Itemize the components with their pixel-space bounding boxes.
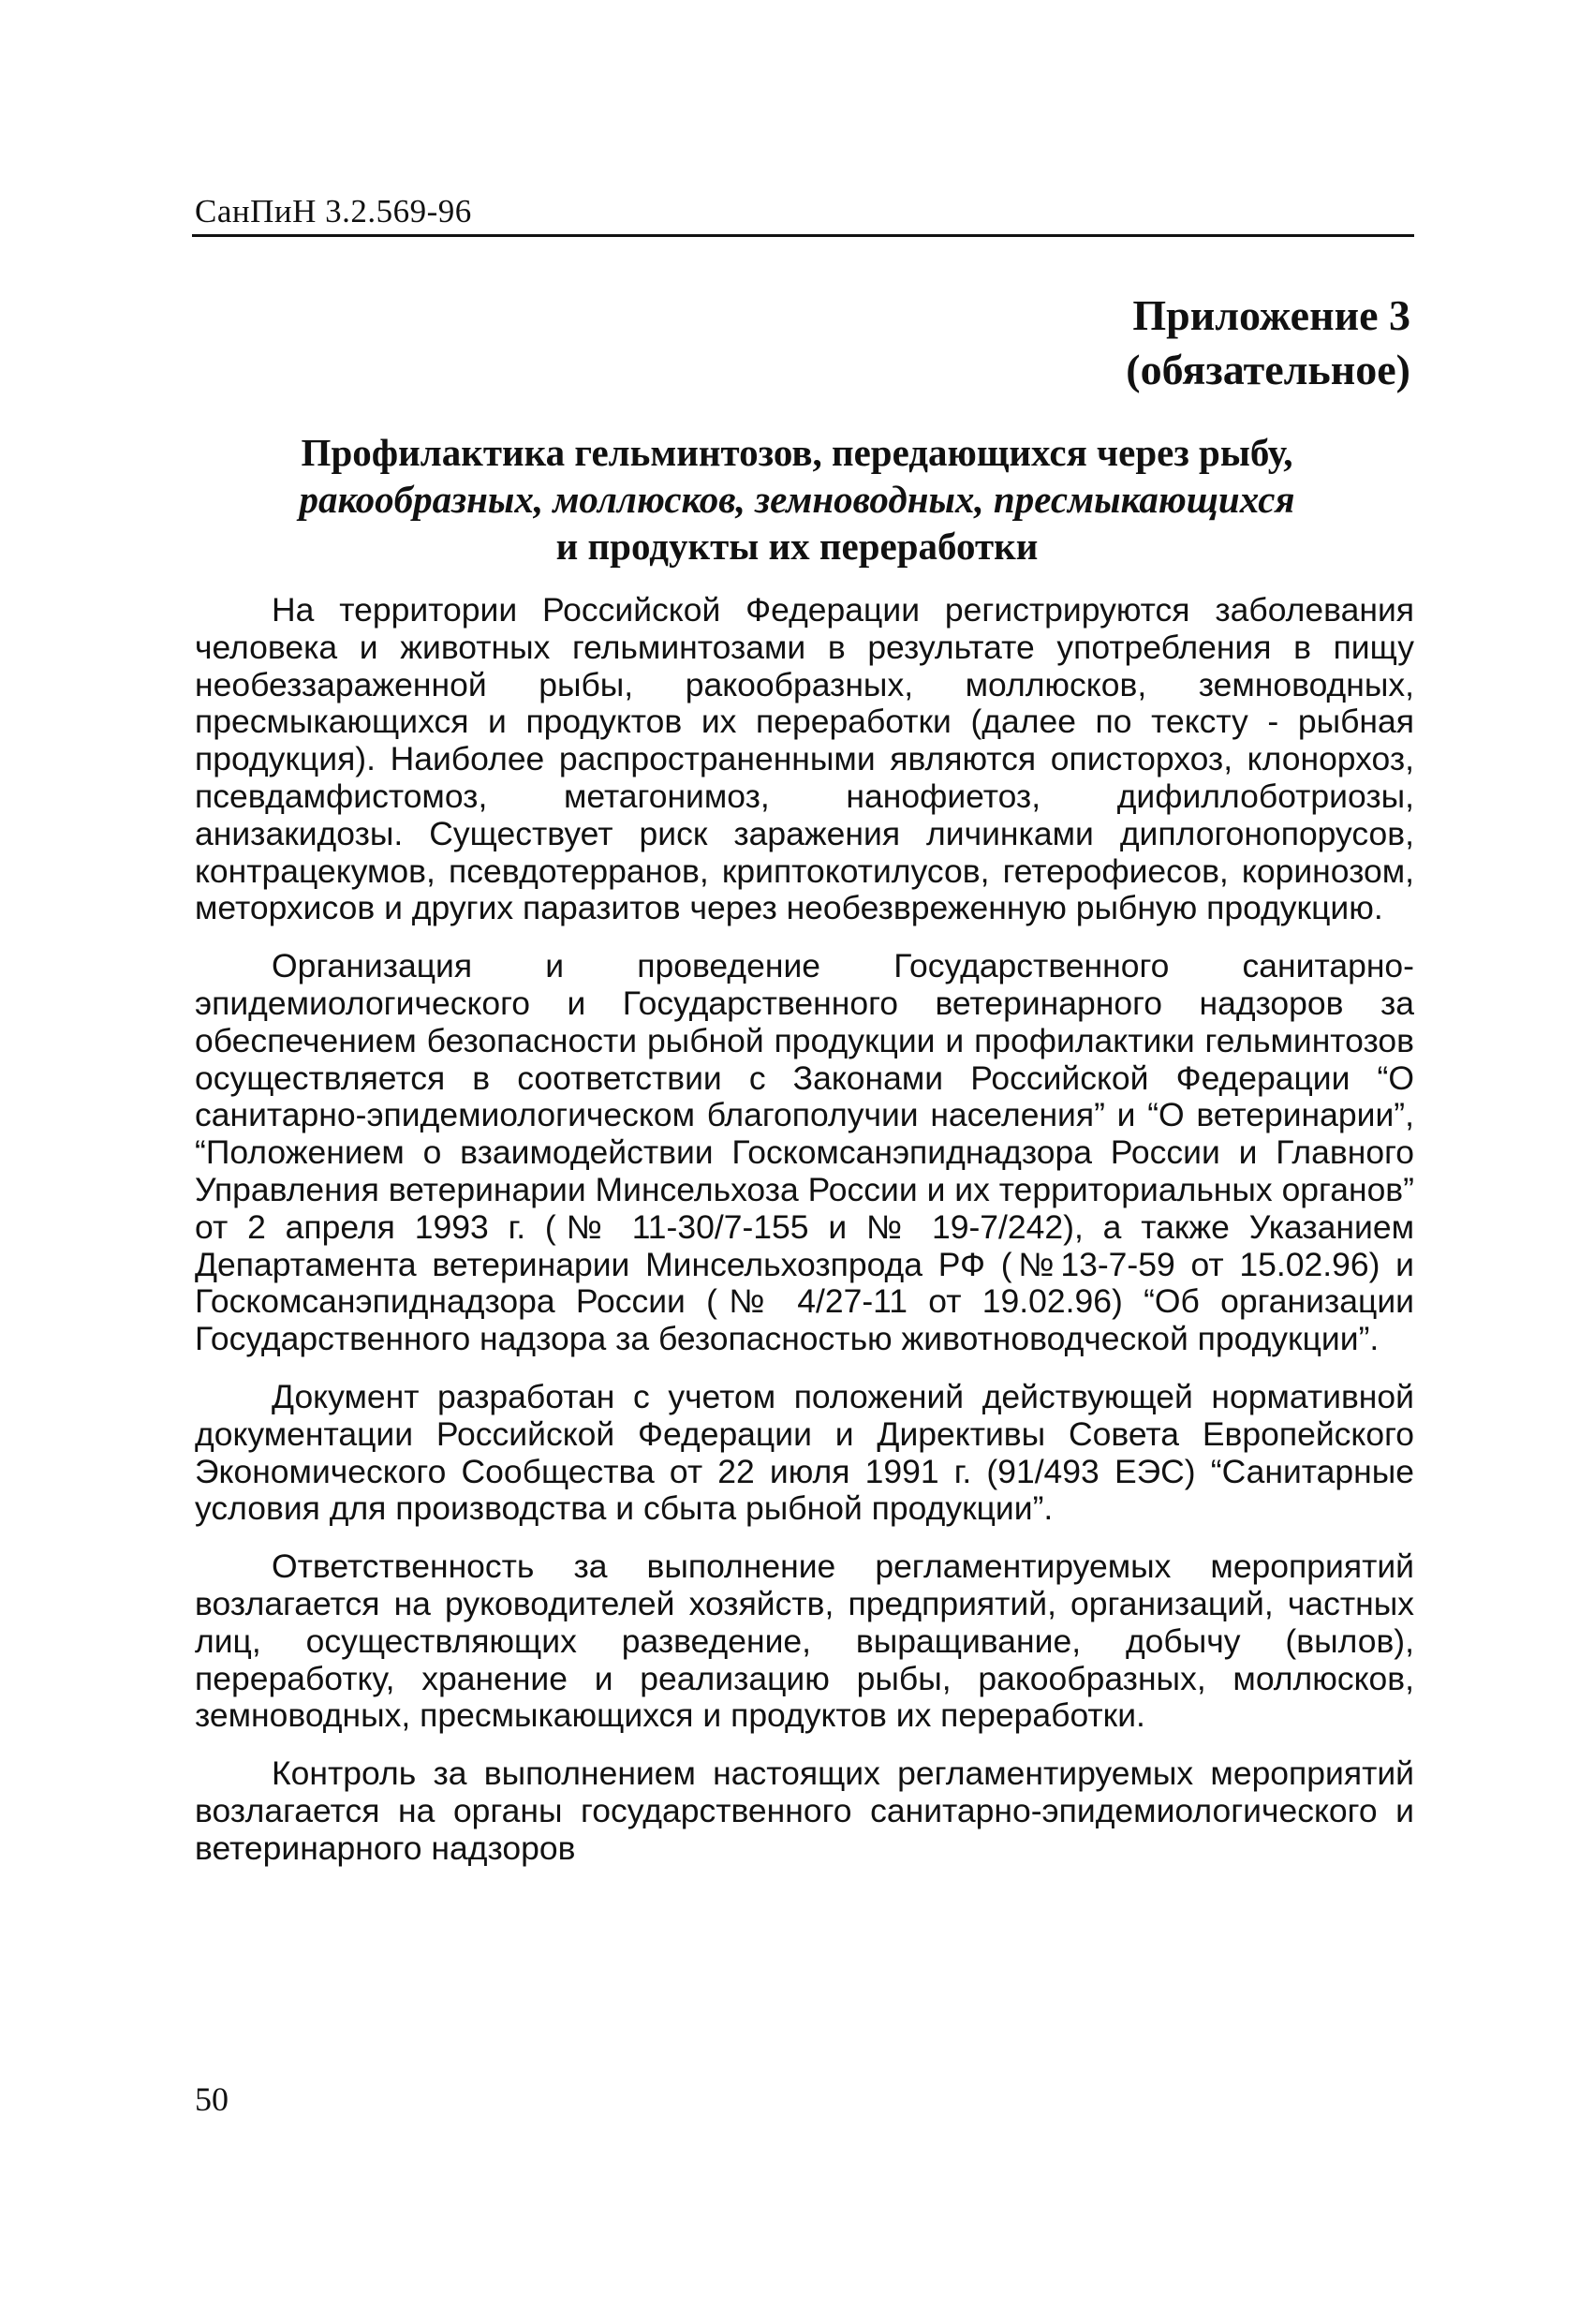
paragraph-responsibility: Ответственность за выполнение регламентируемых мероприятий возлагается на руководителей хозяйств, предприятий, организаций, частных лиц, осуществляющих разведение, выращивание, добычу (вылов), переработку, хранение и реализацию рыбы, ракообразных, моллюсков, земноводных, пресмыкающихся и продуктов их переработки. xyxy=(195,1547,1414,1735)
document-title xyxy=(215,429,1379,570)
paragraph-organization: Организация и проведение Государственного санитарно-эпидемиологического и Государственного ветеринарного надзоров за обеспечением безопасности рыбной продукции и профилактики гельминтозов осуществляется в соответствии с Законами Российской Федерации “О санитарно-эпидемиологическом благополучии населения” и “О ветеринарии”, “Положением о взаимодействии Госкомсанэпиднадзора России и Главного Управления ветеринарии Минсельхоза России и их территориальных органов” от 2 апреля 1993 г. (№ 11-30/7-155 и № 19-7/242), а также Указанием Департамента ветеринарии Минсельхозпрода РФ (№13-7-59 от 15.02.96) и Госкомсанэпиднадзора России (№ 4/27-11 от 19.02.96) “Об организации Государственного надзора за безопасностью животноводческой продукции”. xyxy=(195,947,1414,1358)
title-line-3: и продукты их переработки xyxy=(555,525,1039,568)
appendix-status: (обязательное) xyxy=(1126,346,1410,393)
paragraph-intro: На территории Российской Федерации регистрируются заболевания человека и животных гельминтозами в результате употребления в пищу необеззараженной рыбы, ракообразных, моллюсков, земноводных, пресмыкающихся и продуктов их переработки (далее по тексту - рыбная продукция). Наиболее распространенными являются описторхоз, клонорхоз, псевдамфистомоз, метагонимоз, нанофиетоз, дифиллоботриозы, анизакидозы. Существует риск заражения личинками диплогонопорусов, контрацекумов, псевдотерранов, криптокотилусов, гетерофиесов, коринозом, меторхисов и других паразитов через необезвреженную рыбную продукцию. xyxy=(195,591,1414,927)
title-line-2: ракообразных, моллюсков, земноводных, пресмыкающихся xyxy=(299,478,1295,521)
title-line-1: Профилактика гельминтозов, передающихся через рыбу, xyxy=(301,431,1293,474)
paragraph-document-basis: Документ разработан с учетом положений действующей нормативной документации Российской Федерации и Директивы Совета Европейского Экономического Сообщества от 22 июля 1991 г. (91/493 ЕЭС) “Санитарные условия для производства и сбыта рыбной продукции”. xyxy=(195,1377,1414,1528)
appendix-label: Приложение 3 xyxy=(1132,291,1410,339)
body-text xyxy=(195,592,1414,1888)
appendix-heading xyxy=(1126,289,1410,397)
paragraph-control: Контроль за выполнением настоящих регламентируемых мероприятий возлагается на органы государственного санитарно-эпидемиологического и ветеринарного надзоров xyxy=(195,1754,1414,1867)
running-header: СанПиН 3.2.569-96 xyxy=(195,193,472,229)
header-divider xyxy=(192,234,1414,237)
page-number: 50 xyxy=(195,2080,229,2118)
